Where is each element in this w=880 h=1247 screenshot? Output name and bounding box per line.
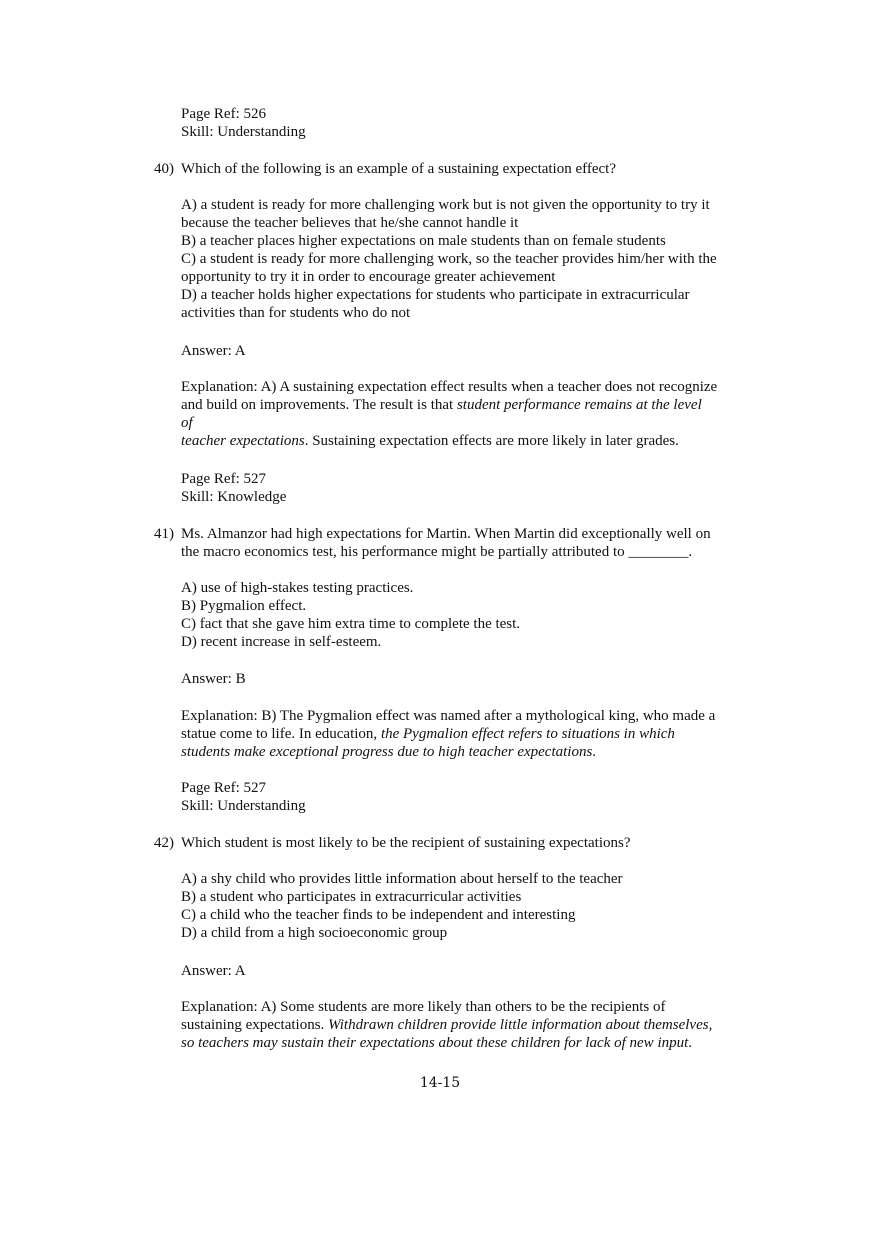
question-number: 42): [154, 835, 174, 851]
question-42-explanation: [181, 998, 756, 1052]
top-reference: [181, 105, 756, 141]
question-42-answer: [181, 962, 756, 980]
explanation-line: [181, 414, 756, 432]
option-line: A) a shy child who provides little information about herself to the teacher: [181, 871, 623, 887]
question-42-text: [181, 834, 756, 852]
explanation-line: Explanation: A) A sustaining expectation effect results when a teacher does not recognize: [181, 379, 718, 395]
explanation-italic: student performance remains at the level: [456, 397, 702, 413]
page-ref: Page Ref: 526: [181, 106, 266, 122]
skill: Skill: Knowledge: [181, 489, 287, 505]
explanation-plain: .: [592, 744, 597, 760]
explanation-plain: .: [688, 1035, 693, 1051]
question-text: Which student is most likely to be the recipient of sustaining expectations?: [181, 835, 631, 851]
option-line: A) a student is ready for more challenging work but is not given the opportunity to try it: [181, 197, 710, 213]
question-41-reference: [181, 779, 756, 815]
skill: Skill: Understanding: [181, 124, 306, 140]
page-number: 14-15: [419, 1075, 461, 1091]
explanation-italic: so teachers may sustain their expectations about these children for lack of new input: [181, 1035, 689, 1051]
answer: Answer: B: [181, 671, 246, 687]
question-40-text: [181, 160, 756, 178]
option-line: D) a child from a high socioeconomic group: [181, 925, 448, 941]
explanation-line: [181, 743, 756, 761]
question-text: the macro economics test, his performance might be partially attributed to ________.: [181, 544, 693, 560]
explanation-plain: and build on improvements. The result is that: [181, 397, 457, 413]
explanation-italic: the Pygmalion effect refers to situations in which: [380, 726, 675, 742]
question-41-options: [181, 579, 756, 651]
explanation-italic: Withdrawn children provide little information about themselves,: [328, 1017, 713, 1033]
skill: Skill: Understanding: [181, 798, 306, 814]
page-ref: Page Ref: 527: [181, 471, 266, 487]
option-line: D) recent increase in self-esteem.: [181, 634, 382, 650]
explanation-plain: statue come to life. In education,: [181, 726, 381, 742]
question-text: Which of the following is an example of a sustaining expectation effect?: [181, 161, 616, 177]
question-42-options: [181, 870, 756, 942]
explanation-line: [181, 1034, 756, 1052]
explanation-plain: . Sustaining expectation effects are more likely in later grades.: [304, 433, 679, 449]
explanation-line: [181, 1016, 756, 1034]
question-41-answer: [181, 670, 756, 688]
question-40-explanation: [181, 378, 756, 450]
explanation-italic: teacher expectations: [181, 433, 305, 449]
explanation-plain: sustaining expectations.: [181, 1017, 329, 1033]
option-line: B) a student who participates in extracurricular activities: [181, 889, 522, 905]
explanation-italic: students make exceptional progress due to high teacher expectations: [181, 744, 593, 760]
option-line: because the teacher believes that he/she cannot handle it: [181, 215, 519, 231]
option-line: C) fact that she gave him extra time to complete the test.: [181, 616, 521, 632]
question-40-answer: [181, 342, 756, 360]
explanation-line: [181, 432, 756, 450]
question-41-text: [181, 525, 756, 561]
answer: Answer: A: [181, 963, 246, 979]
page-ref: Page Ref: 527: [181, 780, 266, 796]
option-line: C) a child who the teacher finds to be independent and interesting: [181, 907, 576, 923]
question-40-reference: [181, 470, 756, 506]
question-text: Ms. Almanzor had high expectations for Martin. When Martin did exceptionally well on: [181, 526, 711, 542]
question-41-explanation: [181, 707, 756, 761]
option-line: B) a teacher places higher expectations on male students than on female students: [181, 233, 666, 249]
explanation-italic: of: [181, 415, 193, 431]
question-number: 40): [154, 161, 174, 177]
option-line: A) use of high-stakes testing practices.: [181, 580, 414, 596]
explanation-line: Explanation: A) Some students are more likely than others to be the recipients of: [181, 999, 666, 1015]
option-line: opportunity to try it in order to encourage greater achievement: [181, 269, 556, 285]
question-number: 41): [154, 526, 174, 542]
explanation-line: [181, 396, 756, 414]
question-40-options: [181, 196, 756, 322]
answer: Answer: A: [181, 343, 246, 359]
option-line: activities than for students who do not: [181, 305, 411, 321]
explanation-line: Explanation: B) The Pygmalion effect was named after a mythological king, who made a: [181, 708, 716, 724]
option-line: D) a teacher holds higher expectations for students who participate in extracurricular: [181, 287, 690, 303]
option-line: C) a student is ready for more challenging work, so the teacher provides him/her with the: [181, 251, 717, 267]
option-line: B) Pygmalion effect.: [181, 598, 307, 614]
explanation-line: [181, 725, 756, 743]
